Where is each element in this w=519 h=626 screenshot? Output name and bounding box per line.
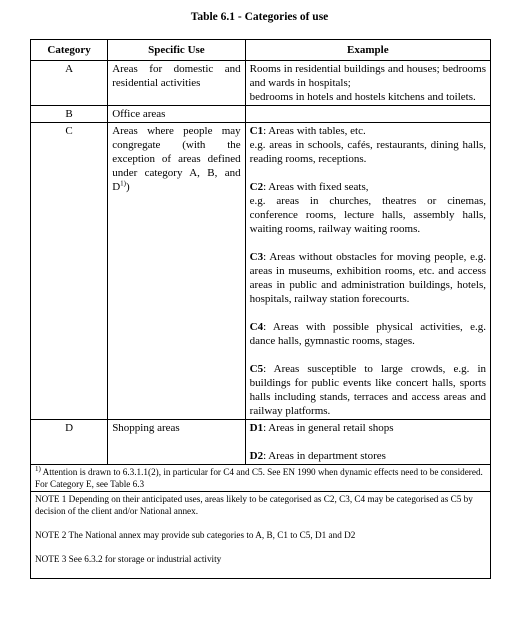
table-row-c (31, 123, 491, 420)
note-3: NOTE 3 See 6.3.2 for storage or industrial activity (35, 554, 222, 564)
d1-code: D1 (249, 422, 264, 434)
example-a (245, 61, 490, 106)
c4-text: : Areas with possible physical activities, e.g. dance halls, gymnastic rooms, stages. (249, 321, 486, 347)
footnote-row (31, 465, 491, 492)
header-category: Category (31, 40, 108, 61)
table-title: Table 6.1 - Categories of use (190, 11, 329, 23)
header-row (31, 40, 491, 61)
note-2: NOTE 2 The National annex may provide sub categories to A, B, C1 to C5, D1 and D2 (35, 530, 356, 540)
c1-example: e.g. areas in schools, cafés, restaurants, dining halls, reading rooms, receptions. (249, 139, 486, 165)
d2-code: D2 (249, 450, 264, 462)
category-a: A (31, 61, 108, 106)
example-d (245, 420, 490, 465)
d2-text: : Areas in department stores (263, 450, 386, 462)
example-a-line-1: Rooms in residential buildings and houses; bedrooms and wards in hospitals; (249, 63, 486, 89)
c5-text: : Areas susceptible to large crowds, e.g. in buildings for public events like concert halls, sports halls including stands, terraces and access areas and railway platforms. (249, 363, 486, 417)
c2-example: e.g. areas in churches, theatres or cinemas, conference rooms, lecture halls, assembly halls, waiting rooms, railway waiting rooms. (249, 195, 486, 235)
categories-table (30, 39, 491, 579)
c1-code: C1 (249, 125, 264, 137)
example-c1 (250, 124, 486, 138)
c3-text: : Areas without obstacles for moving people, e.g. areas in museums, exhibition rooms, etc. and access areas in public and administration buildings, hotels, hospitals, railway station forecourts. (249, 251, 486, 305)
footnote-marker: 1) (35, 464, 41, 473)
category-c: C (31, 123, 108, 420)
footnote (31, 465, 491, 492)
example-d1 (250, 421, 486, 435)
example-b (245, 106, 490, 123)
example-c5 (250, 362, 486, 418)
use-d: Shopping areas (108, 420, 245, 465)
header-example: Example (245, 40, 490, 61)
use-c-text: Areas where people may congregate (with the exception of areas defined under category A, B, and D (112, 125, 241, 193)
category-b: B (31, 106, 108, 123)
c1-text: : Areas with tables, etc. (263, 125, 366, 137)
c3-code: C3 (249, 251, 264, 263)
header-specific-use: Specific Use (108, 40, 245, 61)
use-c-end: ) (125, 181, 130, 193)
category-d: D (31, 420, 108, 465)
note-1: NOTE 1 Depending on their anticipated uses, areas likely to be categorised as C2, C3, C4 may be categorised as C5 by decision of the client and/or National annex. (35, 494, 473, 516)
c5-code: C5 (249, 363, 264, 375)
example-a-line-2: bedrooms in hotels and hostels kitchens and toilets. (249, 91, 476, 103)
example-c (245, 123, 490, 420)
notes (31, 492, 491, 579)
example-c3 (250, 250, 486, 306)
table-row-a (31, 61, 491, 106)
use-a: Areas for domestic and residential activities (108, 61, 245, 106)
c2-code: C2 (249, 181, 264, 193)
footnote-text: Attention is drawn to 6.3.1.1(2), in particular for C4 and C5. See EN 1990 when dynamic effects need to be considered. For Category E, see Table 6.3 (35, 467, 483, 489)
d1-text: : Areas in general retail shops (263, 422, 394, 434)
example-d2 (250, 449, 486, 463)
example-c2 (250, 180, 486, 194)
use-b: Office areas (108, 106, 245, 123)
use-c (108, 123, 245, 420)
c4-code: C4 (249, 321, 264, 333)
table-row-d (31, 420, 491, 465)
c2-text: : Areas with fixed seats, (263, 181, 369, 193)
notes-row (31, 492, 491, 579)
table-row-b (31, 106, 491, 123)
use-c-footnote-marker: 1) (120, 179, 126, 188)
example-c4 (250, 320, 486, 348)
